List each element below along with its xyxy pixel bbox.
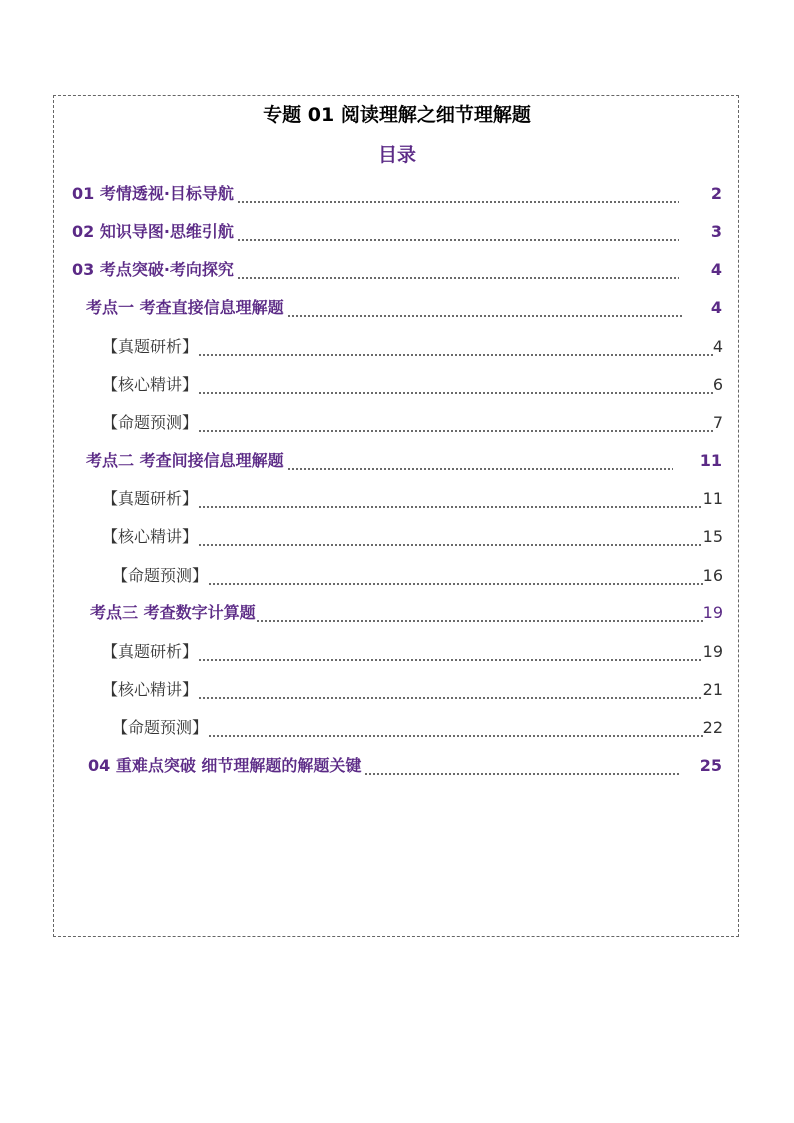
toc-entry-page: 21 [702, 680, 723, 699]
toc-leader [287, 450, 673, 472]
toc-entry[interactable] [102, 408, 723, 434]
toc-entry[interactable] [72, 255, 722, 281]
toc-leader [198, 641, 703, 663]
toc-entry-page: 2 [710, 184, 722, 203]
toc-entry-label: 【核心精讲】 [102, 375, 199, 394]
toc-heading: 目录 [377, 144, 416, 166]
toc-leader [237, 259, 679, 281]
toc-entry-label: 【核心精讲】 [102, 527, 199, 546]
toc-leader [208, 565, 703, 587]
toc-entry-label: 【命题预测】 [102, 413, 199, 432]
toc-entry-page: 11 [699, 451, 722, 470]
toc-entry-label: 【核心精讲】 [102, 680, 199, 699]
toc-entry-page: 4 [710, 298, 722, 317]
toc-entry[interactable] [102, 484, 723, 510]
document-title: 专题 01 阅读理解之细节理解题 [263, 104, 531, 126]
toc-entry[interactable] [72, 217, 722, 243]
toc-entry-page: 19 [702, 603, 723, 622]
toc-entry-page: 6 [712, 375, 723, 394]
toc-entry-label: 03 考点突破·考向探究 [72, 260, 234, 279]
toc-entry-label: 【真题研析】 [102, 642, 199, 661]
toc-entry[interactable] [102, 675, 723, 701]
toc-leader [256, 602, 703, 624]
toc-entry[interactable] [86, 446, 722, 472]
toc-entry-label: 考点三 考查数字计算题 [90, 603, 256, 622]
toc-leader [198, 679, 703, 701]
toc-leader [198, 336, 713, 358]
toc-leader [237, 221, 679, 243]
toc-entry-page: 25 [699, 756, 722, 775]
toc-entry-page: 4 [710, 260, 722, 279]
toc-entry[interactable] [102, 522, 723, 548]
toc-leader [198, 526, 703, 548]
toc-leader [198, 412, 713, 434]
toc-leader [208, 717, 703, 739]
toc-entry[interactable] [72, 179, 722, 205]
toc-entry-page: 16 [702, 566, 723, 585]
toc-entry[interactable] [112, 561, 723, 587]
toc-entry-page: 7 [712, 413, 723, 432]
toc-entry-label: 【真题研析】 [102, 489, 199, 508]
toc-entry-label: 【命题预测】 [112, 718, 209, 737]
toc-entry-page: 3 [710, 222, 722, 241]
toc-entry[interactable] [102, 332, 723, 358]
toc-entry-label: 01 考情透视·目标导航 [72, 184, 234, 203]
toc-leader [287, 297, 683, 319]
toc-entry[interactable] [102, 370, 723, 396]
toc-entry[interactable] [102, 637, 723, 663]
toc-leader [364, 755, 679, 777]
toc-entry-label: 考点一 考查直接信息理解题 [86, 298, 284, 317]
toc-entry-label: 【真题研析】 [102, 337, 199, 356]
toc-entry-label: 【命题预测】 [112, 566, 209, 585]
toc-entry-page: 11 [702, 489, 723, 508]
toc-leader [198, 374, 713, 396]
toc-entry[interactable] [90, 598, 723, 624]
toc-entry[interactable] [86, 293, 722, 319]
toc-entry[interactable] [88, 751, 722, 777]
toc-entry-label: 考点二 考查间接信息理解题 [86, 451, 284, 470]
toc-leader [237, 183, 679, 205]
toc-entry-page: 22 [702, 718, 723, 737]
toc-entry-page: 4 [712, 337, 723, 356]
toc-entry[interactable] [112, 713, 723, 739]
toc-entry-label: 04 重难点突破 细节理解题的解题关键 [88, 756, 362, 775]
toc-entry-label: 02 知识导图·思维引航 [72, 222, 234, 241]
toc-entry-page: 19 [702, 642, 723, 661]
toc-leader [198, 488, 703, 510]
toc-entry-page: 15 [702, 527, 723, 546]
